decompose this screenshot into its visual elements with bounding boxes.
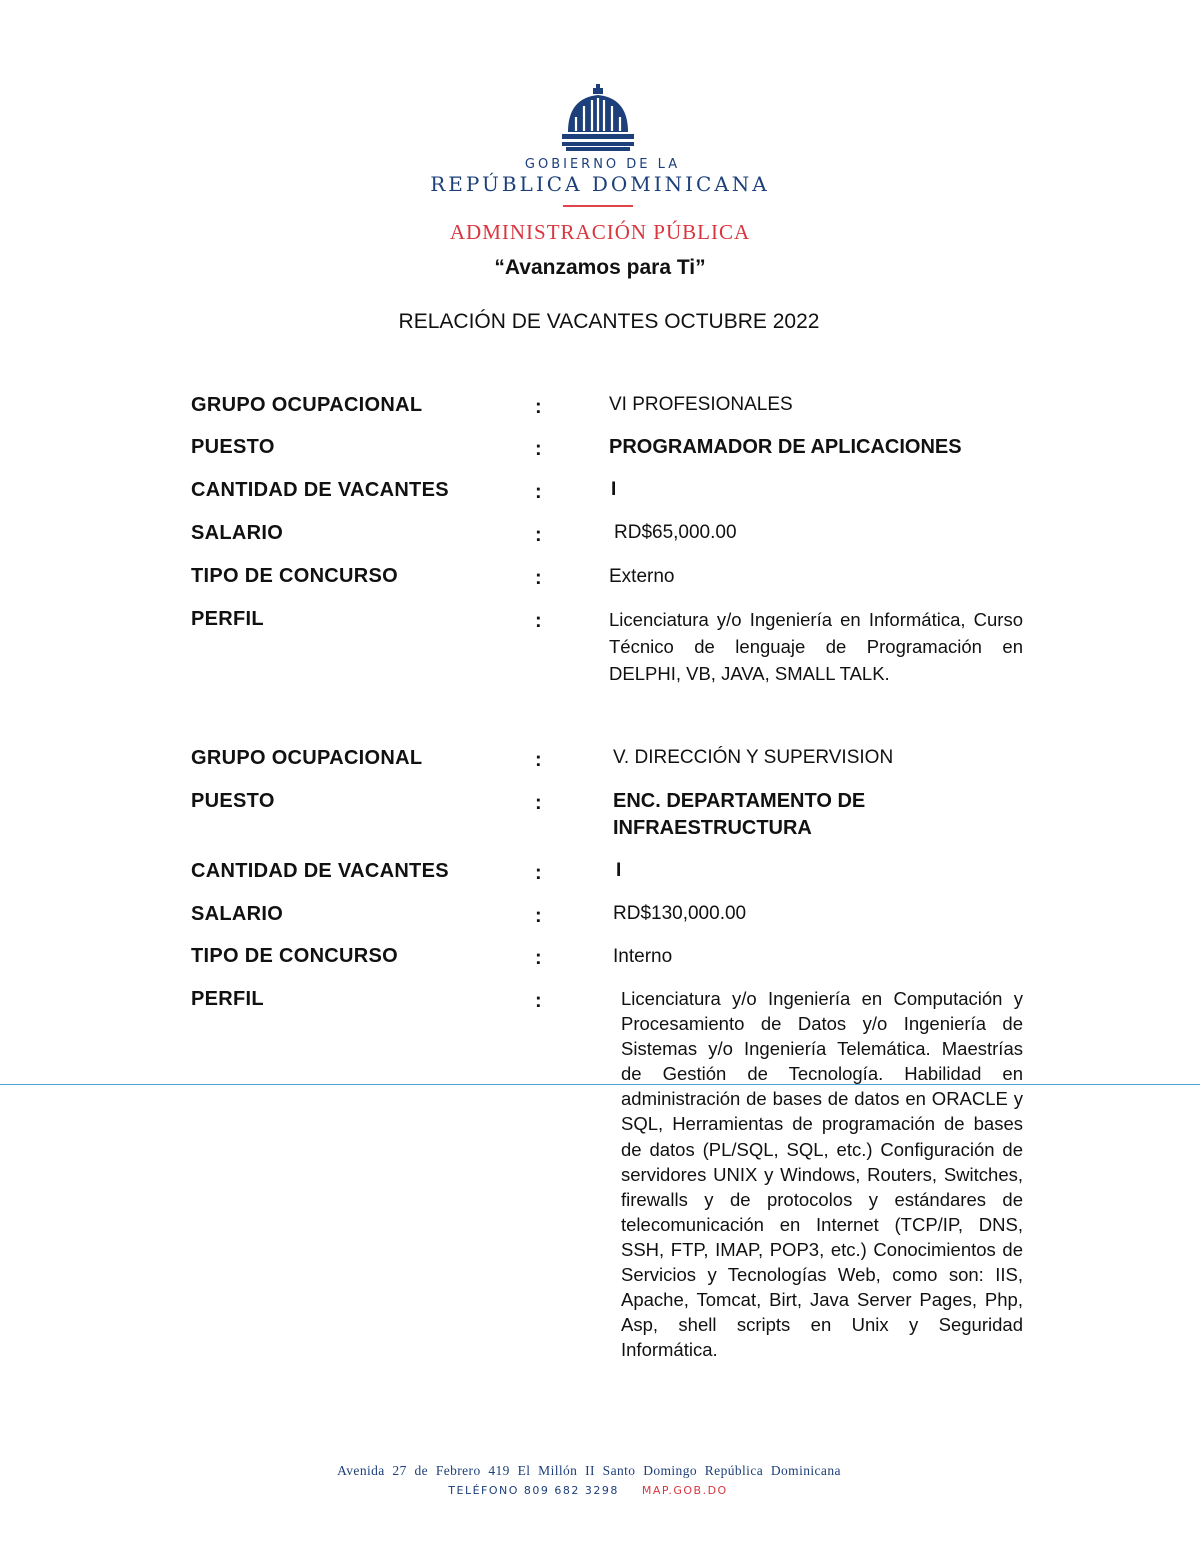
institution-name: ADMINISTRACIÓN PÚBLICA — [449, 220, 751, 244]
label-puesto: PUESTO — [191, 790, 275, 812]
gobierno-de-la-label: GOBIERNO DE LA — [524, 157, 681, 172]
value-grupo-ocupacional: V. DIRECCIÓN Y SUPERVISION — [613, 747, 894, 768]
separator: : — [535, 481, 542, 503]
header-divider — [563, 205, 633, 207]
value-salario: RD$65,000.00 — [614, 522, 737, 543]
value-perfil: Licenciatura y/o Ingeniería en Computación y Procesamiento de Datos y/o Ingeniería de Sistemas y/o Ingeniería Telemática. Maestrías de Gestión de Tecnología. Habilidad en administración de bases de datos en ORACLE y SQL, Herramientas de programación de bases de datos (PL/SQL, SQL, etc.) Configuración de servidores UNIX y Windows, Routers, Switches, firewalls y de protocolos y estándares de telecomunicación en Internet (TCP/IP, DNS, SSH, FTP, IMAP, POP3, etc.) Conocimientos de Servicios y Tecnologías Web, como son: IIS, Apache, Tomcat, Birt, Java Server Pages, Php, Asp, shell scripts en Unix y Seguridad Informática. — [621, 988, 1023, 1361]
value-salario: RD$130,000.00 — [613, 903, 747, 924]
label-salario: SALARIO — [191, 903, 284, 925]
value-puesto: PROGRAMADOR DE APLICACIONES — [609, 436, 962, 458]
label-puesto: PUESTO — [191, 436, 275, 458]
label-perfil: PERFIL — [191, 988, 264, 1010]
republica-dominicana-label: REPÚBLICA DOMINICANA — [430, 172, 770, 196]
document-title: RELACIÓN DE VACANTES OCTUBRE 2022 — [398, 310, 820, 333]
value-tipo-concurso: Externo — [609, 566, 675, 587]
separator: : — [535, 438, 542, 460]
separator: : — [535, 524, 542, 546]
separator: : — [535, 905, 542, 927]
label-tipo-concurso: TIPO DE CONCURSO — [191, 565, 399, 587]
slogan: “Avanzamos para Ti” — [494, 256, 706, 279]
separator: : — [535, 990, 542, 1012]
footer-website-link[interactable]: MAP.GOB.DO — [641, 1484, 728, 1497]
value-tipo-concurso: Interno — [613, 946, 673, 967]
label-perfil: PERFIL — [191, 608, 264, 630]
value-puesto: ENC. DEPARTAMENTO DE INFRAESTRUCTURA — [613, 790, 866, 839]
value-cantidad-vacantes: I — [616, 860, 622, 881]
value-perfil: Licenciatura y/o Ingeniería en Informática, Curso Técnico de lenguaje de Programación en DELPHI, VB, JAVA, SMALL TALK. — [609, 609, 1023, 684]
separator: : — [535, 396, 542, 418]
separator: : — [535, 862, 542, 884]
label-grupo-ocupacional: GRUPO OCUPACIONAL — [191, 394, 423, 416]
value-grupo-ocupacional: VI PROFESIONALES — [609, 394, 793, 415]
footer-contact — [0, 1484, 1176, 1497]
government-palace-dome-icon — [560, 84, 636, 152]
separator: : — [535, 947, 542, 969]
separator: : — [535, 792, 542, 814]
separator: : — [535, 567, 542, 589]
label-grupo-ocupacional: GRUPO OCUPACIONAL — [191, 747, 423, 769]
separator: : — [535, 610, 542, 632]
label-tipo-concurso: TIPO DE CONCURSO — [191, 945, 399, 967]
value-cantidad-vacantes: I — [611, 479, 617, 500]
footer-address: Avenida 27 de Febrero 419 El Millón II Santo Domingo República Dominicana — [337, 1463, 841, 1478]
label-salario: SALARIO — [191, 522, 284, 544]
label-cantidad-vacantes: CANTIDAD DE VACANTES — [191, 479, 449, 501]
scan-guide-line — [0, 1084, 1200, 1085]
footer-telephone: TELÉFONO 809 682 3298 — [448, 1484, 619, 1497]
label-cantidad-vacantes: CANTIDAD DE VACANTES — [191, 860, 449, 882]
separator: : — [535, 749, 542, 771]
